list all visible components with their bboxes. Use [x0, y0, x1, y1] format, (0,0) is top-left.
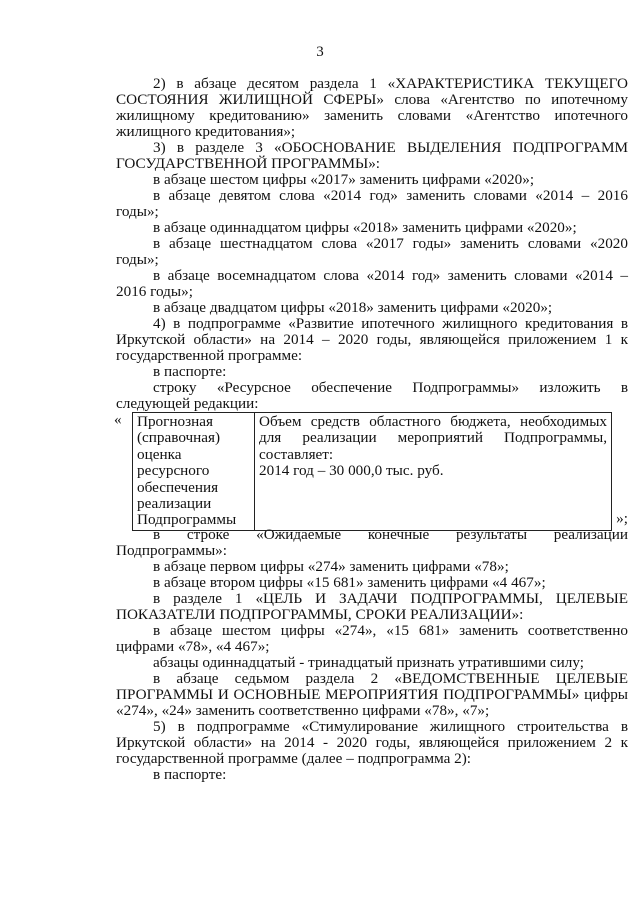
table-row: [133, 413, 612, 531]
paragraph-abzac-11: в абзаце одиннадцатом цифры «2018» заменить цифрами «2020»;: [153, 219, 577, 236]
paragraph-abzac-6: в абзаце шестом цифры «2017» заменить цифрами «2020»;: [153, 171, 535, 188]
paragraph-abzac-16: в абзаце шестнадцатом слова «2017 годы» заменить словами «2020 годы»;: [116, 235, 628, 268]
paragraph-resource-line-end: следующей редакции:: [116, 395, 259, 412]
opening-quote: «: [114, 411, 122, 428]
paragraph-abzac-6-numbers: в абзаце шестом цифры «274», «15 681» заменить соответственно цифрами «78», «4 467»;: [116, 622, 628, 655]
closing-quote: »;: [616, 510, 628, 527]
table-cell-value: [255, 413, 612, 531]
paragraph-repeal: абзацы одиннадцатый - тринадцатый признать утратившими силу;: [153, 654, 584, 671]
page-number: 3: [316, 44, 324, 60]
paragraph-item-4: 4) в подпрограмме «Развитие ипотечного жилищного кредитования в Иркутской области» на 2014 – 2020 годы, являющейся приложением 1 к государственной программе:: [116, 315, 628, 364]
paragraph-item-5: 5) в подпрограмме «Стимулирование жилищного строительства в Иркутской области» на 2014 - 2020 годы, являющейся приложением 2 к государственной программе (далее – подпрограмма 2):: [116, 718, 628, 767]
paragraph-expected-results: в строке «Ожидаемые конечные результаты реализации Подпрограммы»:: [116, 526, 628, 559]
paragraph-abzac-20: в абзаце двадцатом цифры «2018» заменить цифрами «2020»;: [153, 299, 553, 316]
paragraph-abzac-18: в абзаце восемнадцатом слова «2014 год» заменить словами «2014 – 2016 годы»;: [116, 267, 628, 300]
paragraph-passport-2: в паспорте:: [153, 766, 227, 783]
table-cell-label: Прогнозная (справочная) оценка ресурсного обеспечения реализации Подпрограммы: [133, 413, 255, 531]
paragraph-abzac-2: в абзаце втором цифры «15 681» заменить цифрами «4 467»;: [153, 574, 546, 591]
table-value-text: Объем средств областного бюджета, необходимых для реализации мероприятий Подпрограммы, составляет:: [259, 413, 607, 463]
paragraph-section-2: в абзаце седьмом раздела 2 «ВЕДОМСТВЕННЫЕ ЦЕЛЕВЫЕ ПРОГРАММЫ И ОСНОВНЫЕ МЕРОПРИЯТИЯ ПОДПРОГРАММЫ» цифры «274», «24» заменить соответственно цифрами «78», «7»;: [116, 670, 628, 719]
resource-table: [132, 412, 612, 531]
document-body: [116, 76, 628, 783]
paragraph-section-1: в разделе 1 «ЦЕЛЬ И ЗАДАЧИ ПОДПРОГРАММЫ, ЦЕЛЕВЫЕ ПОКАЗАТЕЛИ ПОДПРОГРАММЫ, СРОКИ РЕАЛИЗАЦИИ»:: [116, 590, 628, 623]
paragraph-passport: в паспорте:: [153, 363, 227, 380]
resource-table-block: [116, 412, 628, 527]
paragraph-item-3: 3) в разделе 3 «ОБОСНОВАНИЕ ВЫДЕЛЕНИЯ ПОДПРОГРАММ ГОСУДАРСТВЕННОЙ ПРОГРАММЫ»:: [116, 139, 628, 172]
table-value-amount: 2014 год – 30 000,0 тыс. руб.: [259, 462, 444, 480]
paragraph-resource-line: строку «Ресурсное обеспечение Подпрограммы» изложить в: [153, 379, 628, 396]
paragraph-abzac-9: в абзаце девятом слова «2014 год» заменить словами «2014 – 2016 годы»;: [116, 187, 628, 220]
paragraph-item-2: 2) в абзаце десятом раздела 1 «ХАРАКТЕРИСТИКА ТЕКУЩЕГО СОСТОЯНИЯ ЖИЛИЩНОЙ СФЕРЫ» слова «Агентство по ипотечному жилищному кредитованию» заменить словами «Агентство ипотечного жилищного кредитования»;: [116, 75, 628, 140]
paragraph-abzac-1: в абзаце первом цифры «274» заменить цифрами «78»;: [153, 558, 509, 575]
